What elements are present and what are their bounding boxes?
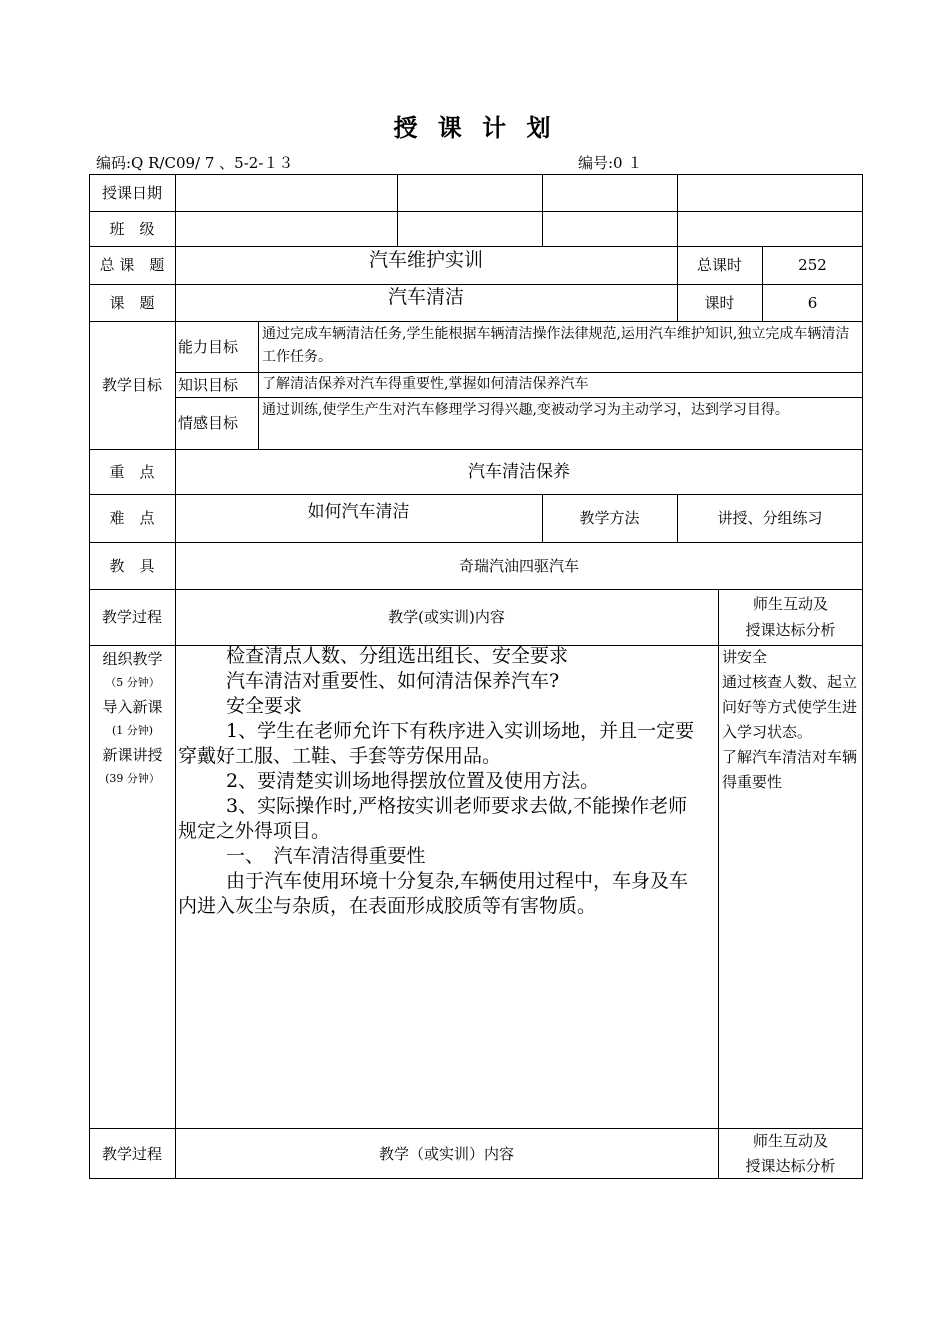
lesson-value: 汽车清洁 — [387, 286, 464, 308]
method-value: 讲授、分组练习 — [717, 509, 823, 527]
page-title: 授 课 计 划 — [393, 113, 557, 142]
process-steps — [90, 647, 175, 791]
step-time: (39 分钟） — [105, 772, 160, 785]
analysis-line: 通过核查人数、起立问好等方式使学生进入学习状态。 — [722, 673, 858, 741]
content-line: 一、 汽车清洁得重要性 — [226, 845, 426, 867]
ability-text: 通过完成车辆清洁任务,学生能根据车辆清洁操作法律规范,运用汽车维护知识,独立完成车辆清洁工作任务。 — [262, 326, 850, 365]
emotion-label: 情感目标 — [178, 414, 239, 432]
analysis-line: 了解汽车清洁对车辆得重要性 — [722, 748, 858, 791]
footer-analysis-label-1: 师生互动及 — [752, 1131, 828, 1150]
analysis-label-2: 授课达标分析 — [745, 621, 836, 639]
analysis-notes — [722, 645, 862, 795]
knowledge-label: 知识目标 — [178, 375, 239, 394]
knowledge-text: 了解清洁保养对汽车得重要性,掌握如何清洁保养汽车 — [262, 376, 589, 392]
analysis-line: 讲安全 — [722, 648, 768, 666]
document-number: 编号:0 １ — [578, 154, 643, 172]
difficulty-label: 难 点 — [109, 509, 155, 527]
topic-label: 总 课 题 — [99, 256, 165, 274]
col-divider — [677, 174, 678, 246]
col-divider — [718, 589, 719, 1179]
total-hours-label: 总课时 — [696, 256, 742, 274]
tools-label: 教 具 — [109, 556, 155, 575]
class-label: 班 级 — [109, 219, 155, 238]
row-divider — [175, 397, 863, 398]
content-line: 2、要清楚实训场地得摆放位置及使用方法。 — [226, 770, 600, 792]
lesson-content — [178, 644, 706, 919]
difficulty-value: 如何汽车清洁 — [307, 502, 410, 522]
step-time: （5 分钟） — [105, 676, 160, 689]
process-footer-label: 教学过程 — [101, 1144, 162, 1163]
content-line: 检查清点人数、分组选出组长、安全要求 — [226, 645, 569, 667]
step-name: 导入新课 — [102, 698, 163, 716]
footer-analysis-label-2: 授课达标分析 — [745, 1156, 836, 1175]
process-content-label: 教学(或实训)内容 — [388, 608, 505, 626]
content-line: 3、实际操作时,严格按实训老师要求去做,不能操作老师规定之外得项目。 — [178, 795, 688, 842]
emotion-text: 通过训练,使学生产生对汽车修理学习得兴趣,变被动学习为主动学习，达到学习目得。 — [262, 402, 789, 418]
step-name: 组织教学 — [102, 650, 163, 668]
key-point-value: 汽车清洁保养 — [468, 461, 570, 482]
analysis-label-1: 师生互动及 — [752, 595, 828, 613]
content-line: 1、学生在老师允许下有秩序进入实训场地，并且一定要穿戴好工服、工鞋、手套等劳保用品。 — [178, 720, 695, 767]
lesson-label: 课 题 — [109, 293, 155, 312]
document-code: 编码:Q R/C09/ 7 、5-2-１３ — [96, 154, 294, 172]
key-point-label: 重 点 — [109, 462, 155, 481]
hours-value: 6 — [807, 293, 818, 312]
ability-label: 能力目标 — [178, 337, 239, 356]
process-label: 教学过程 — [101, 608, 162, 626]
hours-label: 课时 — [704, 293, 735, 312]
topic-value: 汽车维护实训 — [368, 249, 483, 271]
content-line: 安全要求 — [226, 695, 303, 717]
content-line: 由于汽车使用环境十分复杂,车辆使用过程中，车身及车内进入灰尘与杂质，在表面形成胶质等有害物质。 — [178, 870, 689, 917]
row-divider — [89, 211, 863, 212]
date-label: 授课日期 — [101, 183, 162, 202]
total-hours-value: 252 — [798, 256, 827, 274]
col-divider — [397, 174, 398, 246]
process-footer-content-label: 教学（或实训）内容 — [378, 1144, 514, 1163]
step-name: 新课讲授 — [102, 746, 163, 764]
method-label: 教学方法 — [579, 509, 640, 527]
tools-value: 奇瑞汽油四驱汽车 — [458, 556, 579, 575]
content-line: 汽车清洁对重要性、如何清洁保养汽车? — [226, 670, 560, 692]
step-time: (1 分钟) — [111, 724, 154, 737]
col-divider — [258, 321, 259, 449]
objectives-label: 教学目标 — [101, 376, 162, 394]
col-divider — [542, 174, 543, 246]
